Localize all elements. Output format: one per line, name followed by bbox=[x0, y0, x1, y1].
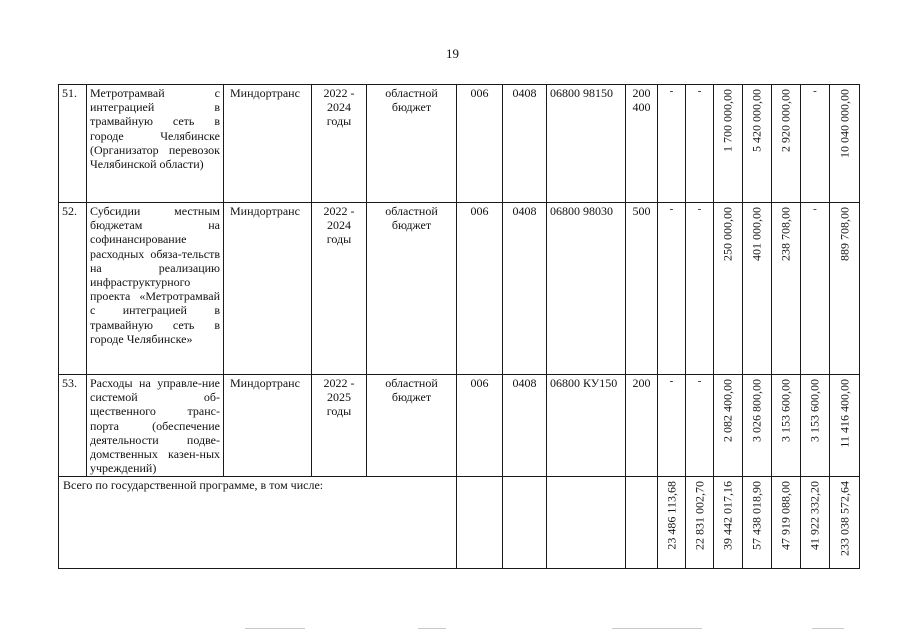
target-article-code: 06800 КУ150 bbox=[547, 375, 626, 477]
amount-cell bbox=[772, 375, 801, 477]
row-number: 53. bbox=[59, 375, 87, 477]
value-dash: - bbox=[801, 85, 830, 203]
total-row bbox=[59, 477, 860, 569]
table-row bbox=[59, 375, 860, 477]
total-label: Всего по государственной программе, в том числе: bbox=[59, 477, 457, 569]
funding-source: областной бюджет bbox=[367, 203, 457, 375]
amount-cell bbox=[830, 85, 860, 203]
amount-cell bbox=[772, 85, 801, 203]
funding-source: областной бюджет bbox=[367, 375, 457, 477]
amount-cell bbox=[714, 203, 743, 375]
scan-artifact bbox=[245, 628, 305, 629]
responsible-agency: Миндортранс bbox=[224, 85, 312, 203]
value-dash: - bbox=[658, 375, 686, 477]
amount-value: 401 000,00 bbox=[749, 207, 764, 261]
scan-artifact bbox=[612, 628, 702, 629]
section-code: 0408 bbox=[503, 375, 547, 477]
funding-source: областной бюджет bbox=[367, 85, 457, 203]
expense-type-code: 500 bbox=[626, 203, 658, 375]
amount-value: 250 000,00 bbox=[720, 207, 735, 261]
event-name: Метротрамвай с интеграцией в трамвайную сеть в городе Челябинске (Организатор перевозок Челябинской области) bbox=[87, 85, 224, 203]
total-amount-value: 41 922 332,20 bbox=[807, 481, 822, 551]
total-amount-value: 57 438 018,90 bbox=[749, 481, 764, 551]
value-dash: - bbox=[686, 203, 714, 375]
event-name: Расходы на управле-ние системой об-щественного транс-порта (обеспечение деятельности подве-домственных казен-ных учреждений) bbox=[87, 375, 224, 477]
amount-value: 889 708,00 bbox=[837, 207, 851, 261]
grbs-code: 006 bbox=[457, 203, 503, 375]
amount-cell bbox=[830, 203, 860, 375]
total-amount-cell bbox=[772, 477, 801, 569]
target-article-code: 06800 98150 bbox=[547, 85, 626, 203]
scan-artifact bbox=[418, 628, 446, 629]
total-amount-cell bbox=[830, 477, 860, 569]
grbs-code: 006 bbox=[457, 375, 503, 477]
total-amount-value: 23 486 113,68 bbox=[664, 481, 678, 550]
value-dash: - bbox=[658, 85, 686, 203]
value-dash: - bbox=[686, 85, 714, 203]
amount-value: 3 026 800,00 bbox=[749, 379, 764, 442]
amount-value: 5 420 000,00 bbox=[749, 89, 764, 152]
total-amount-value: 233 038 572,64 bbox=[837, 481, 851, 557]
event-name: Субсидии местным бюджетам на софинансирование расходных обяза-тельств на реализацию инфраструктурного проекта «Метротрамвай с интеграцией в трамвайную сеть в городе Челябинске» bbox=[87, 203, 224, 375]
page-number: 19 bbox=[446, 46, 459, 61]
amount-cell bbox=[743, 85, 772, 203]
total-amount-cell bbox=[714, 477, 743, 569]
budget-table bbox=[58, 84, 860, 569]
implementation-years: 2022 - 2024 годы bbox=[312, 203, 367, 375]
section-code: 0408 bbox=[503, 203, 547, 375]
amount-cell bbox=[714, 85, 743, 203]
amount-cell bbox=[743, 203, 772, 375]
expense-type-code: 200 bbox=[626, 375, 658, 477]
responsible-agency: Миндортранс bbox=[224, 375, 312, 477]
implementation-years: 2022 - 2024 годы bbox=[312, 85, 367, 203]
table-row bbox=[59, 203, 860, 375]
scan-artifact bbox=[812, 628, 844, 629]
amount-value: 10 040 000,00 bbox=[837, 89, 851, 158]
value-dash: - bbox=[801, 203, 830, 375]
amount-value: 238 708,00 bbox=[778, 207, 793, 261]
amount-cell bbox=[801, 375, 830, 477]
empty-cell bbox=[503, 477, 547, 569]
empty-cell bbox=[547, 477, 626, 569]
empty-cell bbox=[457, 477, 503, 569]
total-amount-cell bbox=[686, 477, 714, 569]
implementation-years: 2022 - 2025 годы bbox=[312, 375, 367, 477]
total-amount-value: 22 831 002,70 bbox=[692, 481, 706, 551]
row-number: 52. bbox=[59, 203, 87, 375]
section-code: 0408 bbox=[503, 85, 547, 203]
amount-cell bbox=[743, 375, 772, 477]
expense-type-code: 200 400 bbox=[626, 85, 658, 203]
total-amount-cell bbox=[743, 477, 772, 569]
value-dash: - bbox=[658, 203, 686, 375]
amount-cell bbox=[830, 375, 860, 477]
amount-value: 3 153 600,00 bbox=[807, 379, 822, 442]
grbs-code: 006 bbox=[457, 85, 503, 203]
value-dash: - bbox=[686, 375, 714, 477]
amount-cell bbox=[714, 375, 743, 477]
responsible-agency: Миндортранс bbox=[224, 203, 312, 375]
amount-value: 2 920 000,00 bbox=[778, 89, 793, 152]
total-amount-value: 47 919 088,00 bbox=[778, 481, 793, 551]
amount-value: 11 416 400,00 bbox=[837, 379, 851, 448]
total-amount-value: 39 442 017,16 bbox=[720, 481, 735, 551]
total-amount-cell bbox=[658, 477, 686, 569]
amount-value: 1 700 000,00 bbox=[720, 89, 735, 152]
amount-cell bbox=[772, 203, 801, 375]
total-amount-cell bbox=[801, 477, 830, 569]
target-article-code: 06800 98030 bbox=[547, 203, 626, 375]
amount-value: 2 082 400,00 bbox=[720, 379, 735, 442]
empty-cell bbox=[626, 477, 658, 569]
row-number: 51. bbox=[59, 85, 87, 203]
table-row bbox=[59, 85, 860, 203]
amount-value: 3 153 600,00 bbox=[778, 379, 793, 442]
